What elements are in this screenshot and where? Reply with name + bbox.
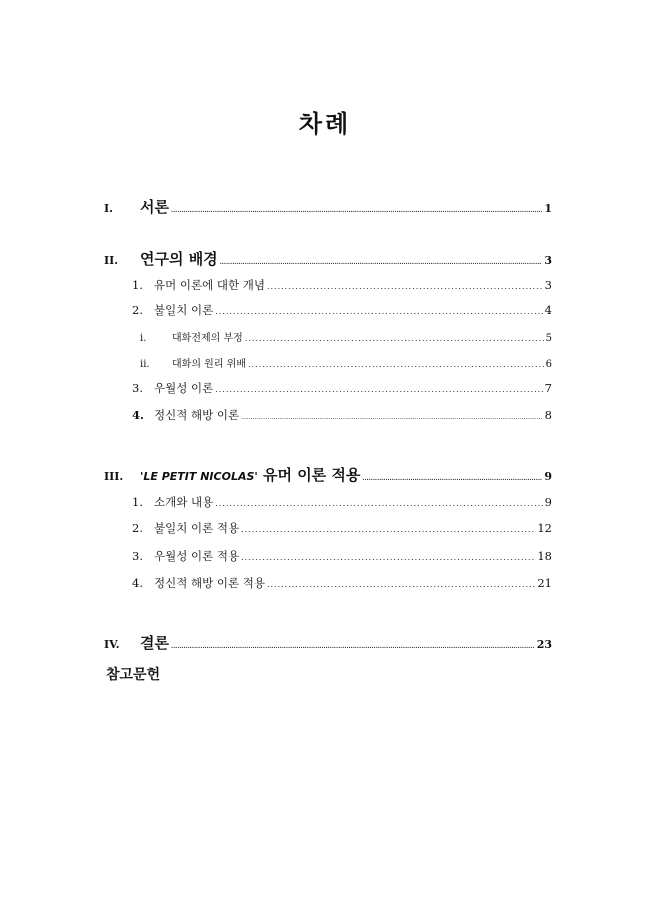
page-title: 차례 bbox=[298, 109, 352, 138]
dot-leader bbox=[362, 475, 542, 482]
toc-label: 연구의 배경 bbox=[140, 250, 218, 268]
toc-page-number: 6 bbox=[545, 359, 552, 370]
toc-page-number: 8 bbox=[544, 408, 552, 422]
toc-label-rest: 유머 이론 적용 bbox=[257, 466, 361, 484]
toc-entry-3-2[interactable] bbox=[132, 520, 552, 536]
toc-number: 4. bbox=[132, 408, 145, 422]
toc-page-number: 21 bbox=[537, 576, 552, 590]
toc-page-number: 7 bbox=[544, 381, 552, 395]
dot-leader bbox=[267, 282, 543, 291]
dot-leader bbox=[245, 334, 544, 343]
toc-number: IV. bbox=[104, 638, 120, 651]
toc-number: 2. bbox=[132, 303, 143, 317]
toc-number: ii. bbox=[140, 359, 150, 370]
toc-entry-3-1[interactable] bbox=[132, 494, 552, 510]
toc-number: i. bbox=[140, 333, 147, 344]
toc-label: 불일치 이론 적용 bbox=[154, 521, 240, 535]
dot-leader bbox=[215, 499, 542, 508]
toc-entry-2-1[interactable] bbox=[132, 277, 552, 293]
toc-page-number: 5 bbox=[545, 333, 552, 344]
toc-number: 4. bbox=[132, 576, 143, 590]
toc-entry-2-4[interactable] bbox=[132, 407, 552, 423]
toc-label: 정신적 해방 이론 적용 bbox=[154, 576, 265, 590]
toc-number: 3. bbox=[132, 549, 143, 563]
toc-label: 우월성 이론 bbox=[154, 381, 214, 395]
dot-leader bbox=[241, 553, 535, 562]
toc-label: 소개와 내용 bbox=[154, 495, 214, 509]
toc-label: 대화전제의 부정 bbox=[172, 333, 243, 344]
toc-label-title: 'LE PETIT NICOLAS' bbox=[140, 470, 258, 483]
dot-leader bbox=[220, 259, 543, 266]
toc-page-number: 9 bbox=[544, 470, 552, 483]
toc-number: III. bbox=[104, 470, 124, 483]
toc-page-number: 3 bbox=[544, 278, 552, 292]
toc-label: 정신적 해방 이론 bbox=[154, 408, 240, 422]
toc-page-number: 9 bbox=[544, 495, 552, 509]
toc-label: 대화의 원리 위배 bbox=[172, 359, 246, 370]
dot-leader bbox=[171, 207, 542, 214]
toc-entry-section-2[interactable] bbox=[104, 248, 552, 269]
dot-leader bbox=[241, 525, 535, 534]
toc-entry-section-1[interactable] bbox=[104, 196, 552, 217]
dot-leader bbox=[215, 385, 542, 394]
toc-page-number: 23 bbox=[536, 638, 552, 651]
toc-entry-section-3[interactable] bbox=[104, 464, 552, 485]
toc-number: I. bbox=[104, 202, 113, 215]
toc-page-number: 1 bbox=[544, 202, 552, 215]
toc-label: 우월성 이론 적용 bbox=[154, 549, 240, 563]
toc-label: 불일치 이론 bbox=[154, 303, 214, 317]
toc-entry-3-3[interactable] bbox=[132, 548, 552, 564]
dot-leader bbox=[215, 307, 542, 316]
toc-number: 3. bbox=[132, 381, 143, 395]
toc-page-number: 3 bbox=[544, 254, 552, 267]
toc-page-number: 18 bbox=[537, 549, 552, 563]
toc-label: 유머 이론에 대한 개념 bbox=[154, 278, 265, 292]
toc-number: 1. bbox=[132, 278, 143, 292]
toc-page-number: 12 bbox=[537, 521, 552, 535]
toc-label: 서론 bbox=[140, 198, 169, 216]
toc-label bbox=[136, 464, 360, 485]
dot-leader bbox=[171, 643, 535, 650]
toc-label: 결론 bbox=[140, 634, 169, 652]
toc-entry-2-2[interactable] bbox=[132, 302, 552, 318]
toc-entry-3-4[interactable] bbox=[132, 575, 552, 591]
toc-entry-2-2-ii[interactable] bbox=[140, 355, 552, 370]
toc-page-number: 4 bbox=[544, 303, 552, 317]
dot-leader bbox=[241, 414, 543, 421]
toc-entry-section-4[interactable] bbox=[104, 632, 552, 653]
dot-leader bbox=[248, 360, 544, 369]
toc-entry-2-3[interactable] bbox=[132, 380, 552, 396]
toc-entry-references[interactable]: 참고문헌 bbox=[106, 667, 161, 683]
dot-leader bbox=[267, 580, 535, 589]
toc-number: 1. bbox=[132, 495, 143, 509]
toc-number: 2. bbox=[132, 521, 143, 535]
toc-number: II. bbox=[104, 254, 119, 267]
toc-entry-2-2-i[interactable] bbox=[140, 329, 552, 344]
